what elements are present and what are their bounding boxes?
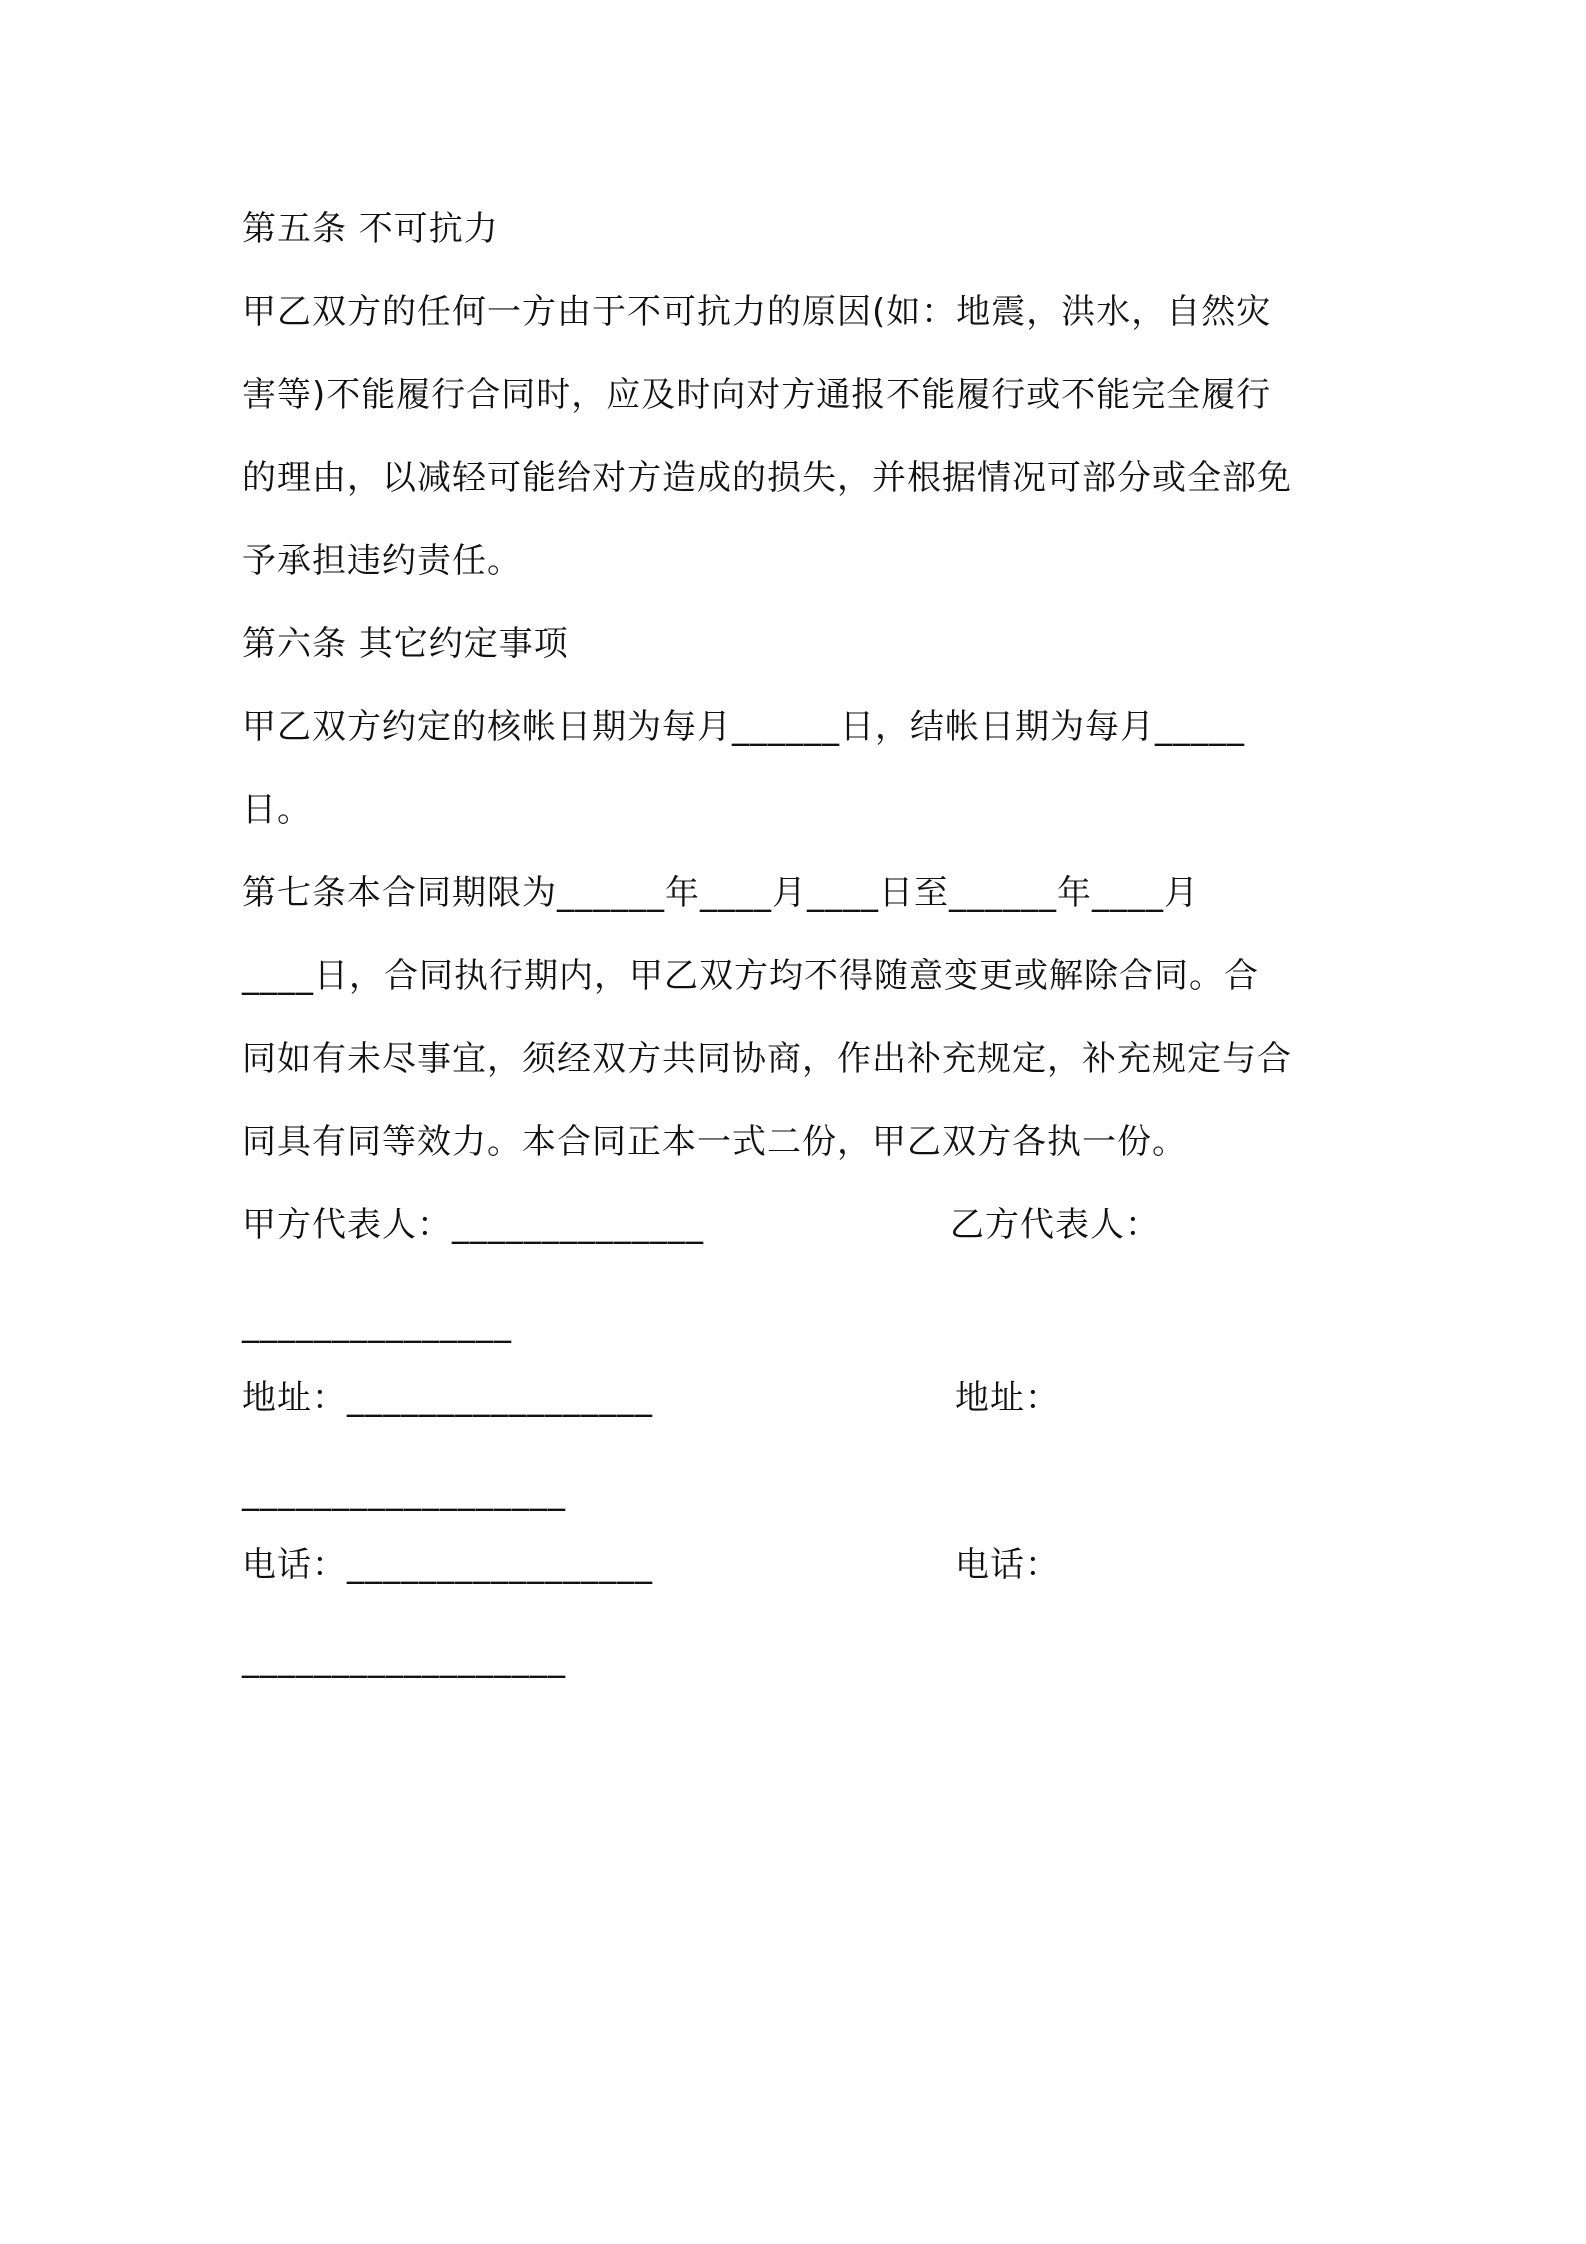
article7-line-1: 第七条本合同期限为______年____月____日至______年____月 [242, 873, 1199, 913]
article5-line-4: 予承担违约责任。 [242, 541, 522, 581]
party-b-representative-blank: _______________ [242, 1304, 512, 1344]
party-b-phone: 电话： [955, 1545, 1060, 1585]
article7-line-4: 同具有同等效力。本合同正本一式二份，甲乙双方各执一份。 [242, 1122, 1187, 1162]
party-a-representative: 甲方代表人：______________ [242, 1205, 704, 1245]
article7-line-3: 同如有未尽事宜，须经双方共同协商，作出补充规定，补充规定与合 [242, 1039, 1292, 1079]
article6-heading: 第六条 其它约定事项 [242, 624, 569, 664]
article6-line-1: 甲乙双方约定的核帐日期为每月______日，结帐日期为每月_____ [242, 707, 1245, 747]
article7-line-2: ____日，合同执行期内，甲乙双方均不得随意变更或解除合同。合 [242, 956, 1259, 996]
article5-line-3: 的理由，以减轻可能给对方造成的损失，并根据情况可部分或全部免 [242, 458, 1292, 498]
party-b-address: 地址： [955, 1378, 1060, 1418]
party-b-address-blank: __________________ [242, 1472, 566, 1512]
party-b-representative: 乙方代表人： [950, 1205, 1160, 1245]
party-b-phone-blank: __________________ [242, 1639, 566, 1679]
article6-line-2: 日。 [242, 790, 312, 830]
article5-line-2: 害等)不能履行合同时，应及时向对方通报不能履行或不能完全履行 [242, 375, 1272, 415]
article5-heading: 第五条 不可抗力 [242, 209, 499, 249]
article5-line-1: 甲乙双方的任何一方由于不可抗力的原因(如：地震，洪水，自然灾 [242, 292, 1272, 332]
party-a-address: 地址：_________________ [242, 1378, 653, 1418]
party-a-phone: 电话：_________________ [242, 1545, 653, 1585]
